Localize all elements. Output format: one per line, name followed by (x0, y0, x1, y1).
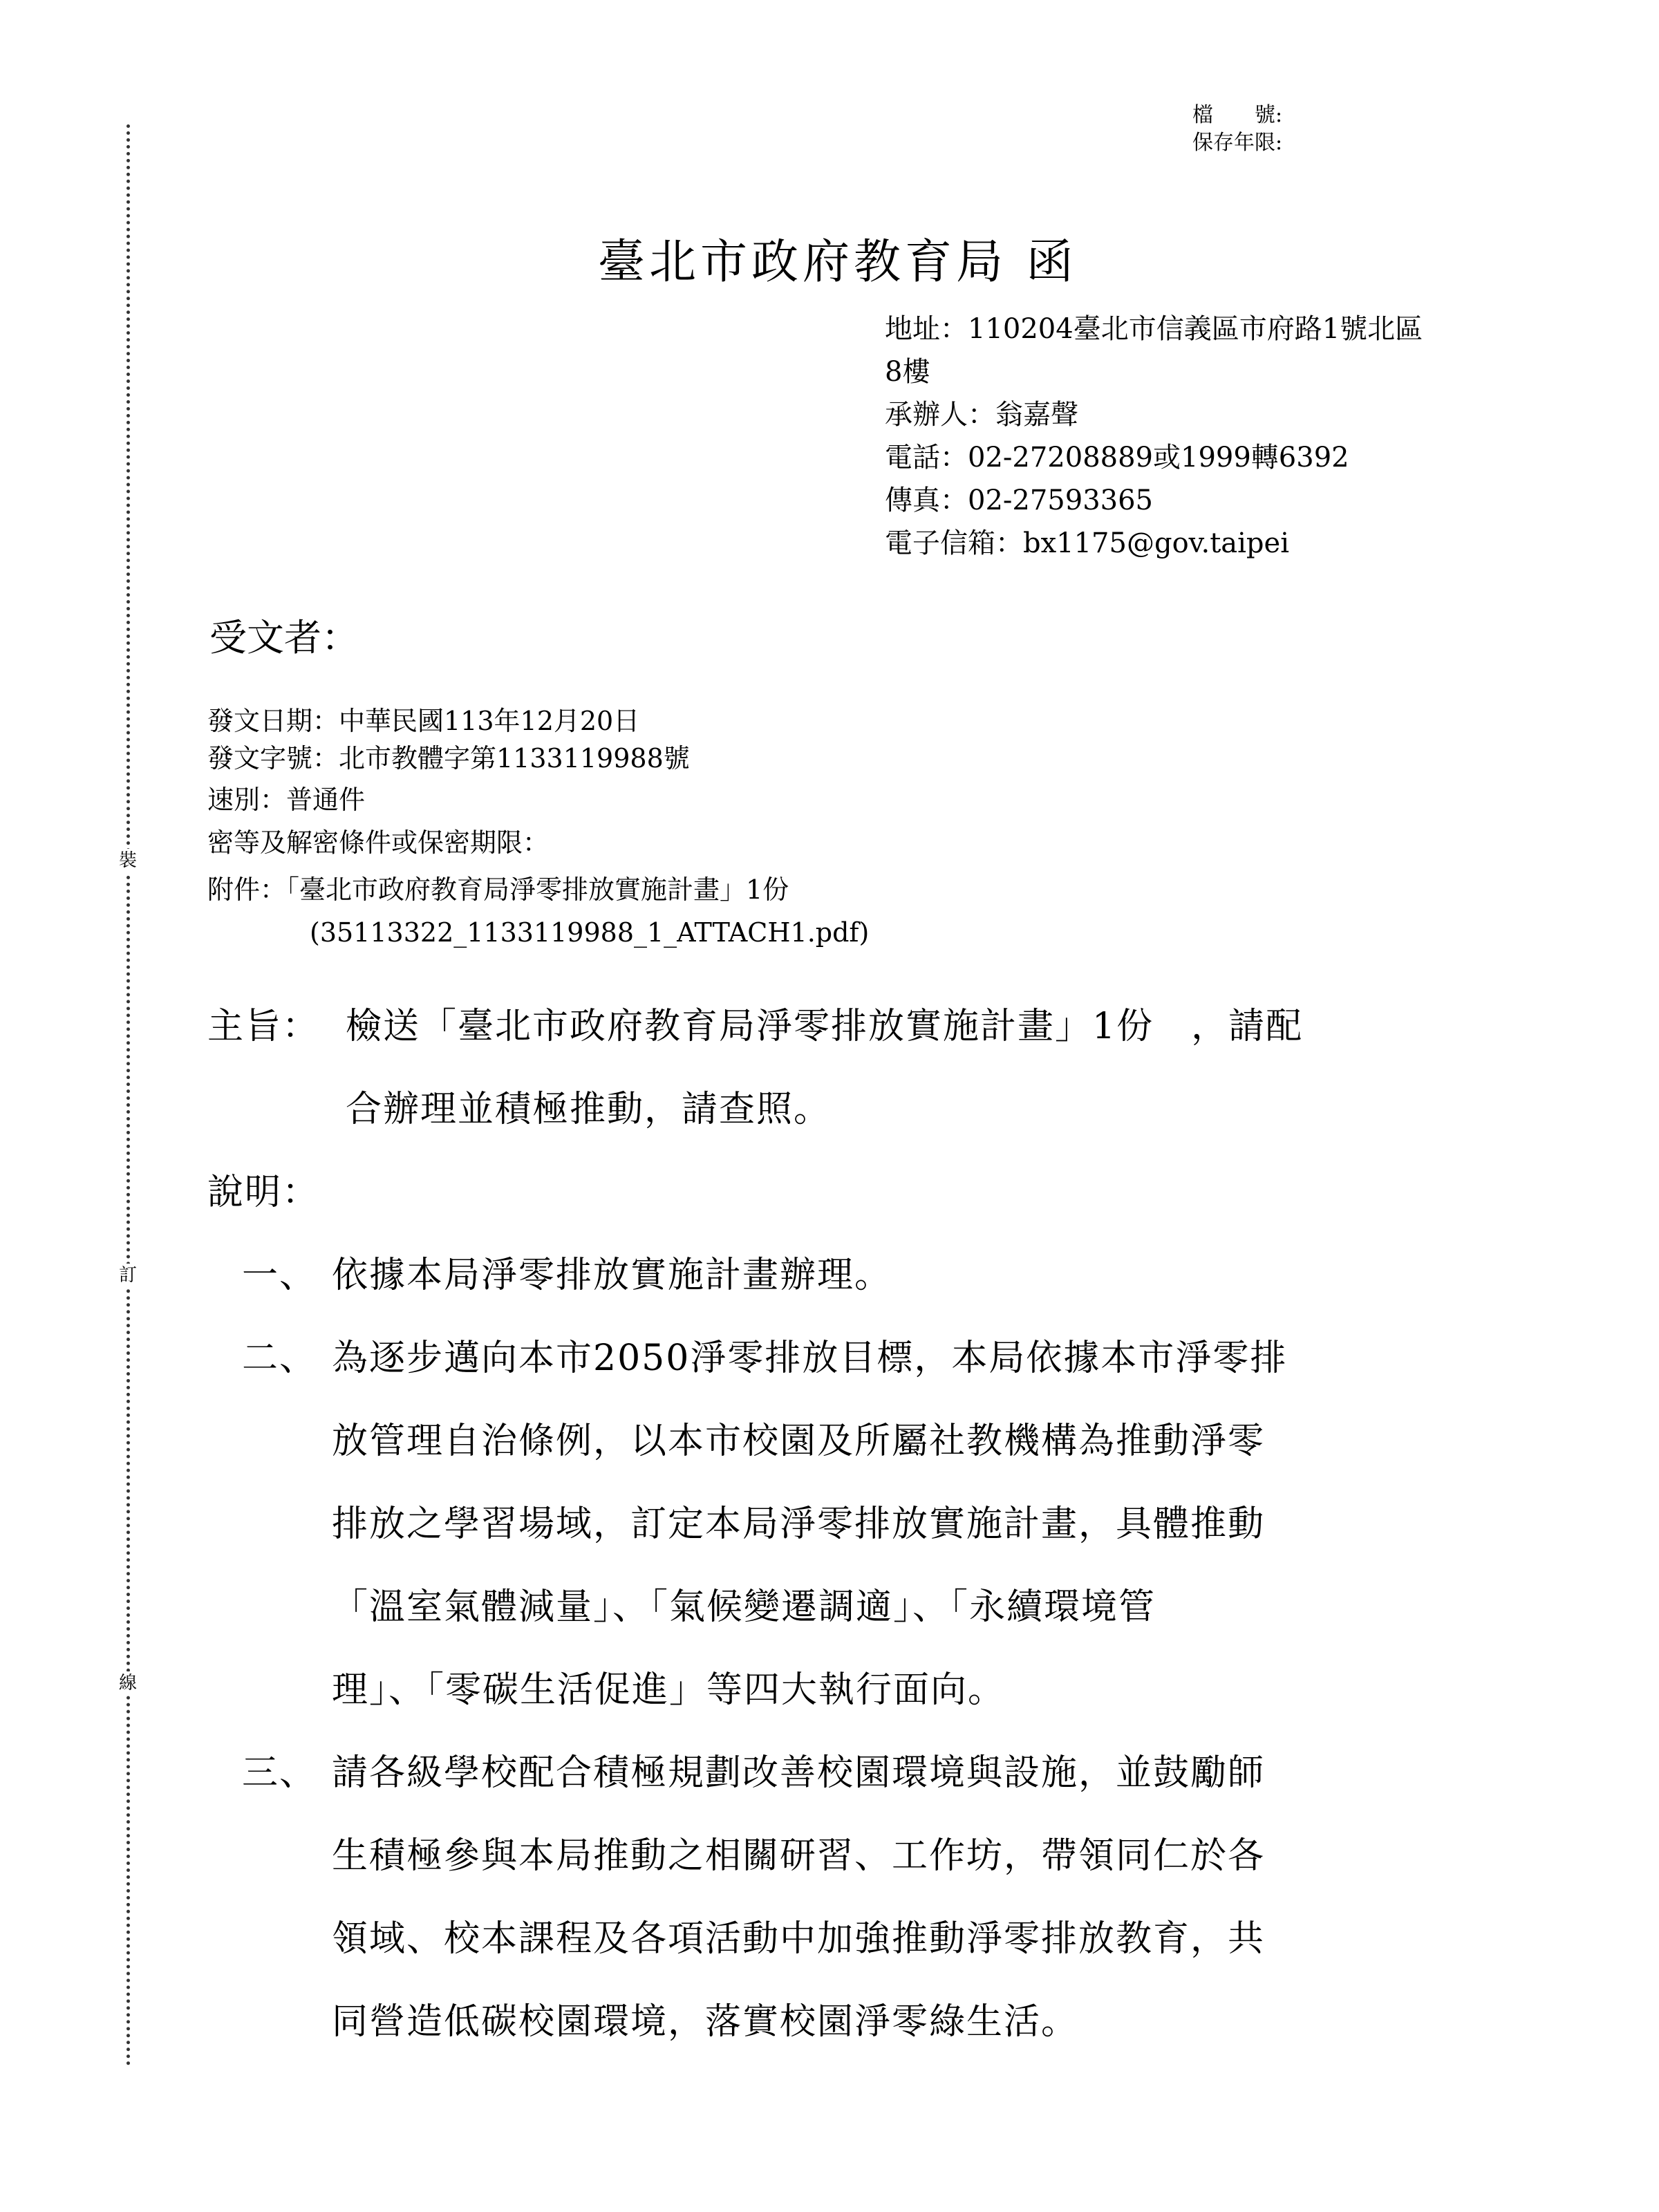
item-3-line-2: 生積極參與本局推動之相關研習、工作坊，帶領同仁於各 (332, 1835, 1266, 1877)
attachment-filename: (35113322_1133119988_1_ATTACH1.pdf) (310, 917, 870, 948)
document-number: 發文字號：北市教體字第1133119988號 (207, 743, 690, 774)
address-line-1: 地址：110204臺北市信義區市府路1號北區 (885, 313, 1423, 345)
address-line-2: 8樓 (885, 356, 930, 388)
fax-number: 傳真：02-27593365 (885, 485, 1154, 516)
item-number-1: 一、 (242, 1255, 317, 1296)
item-3-line-4: 同營造低碳校園環境，落實校園淨零綠生活。 (332, 2001, 1079, 2043)
email-address: 電子信箱：bx1175@gov.taipei (885, 527, 1289, 559)
explanation-label: 說明： (207, 1172, 320, 1213)
item-3-line-3: 領域、校本課程及各項活動中加強推動淨零排放教育，共 (332, 1918, 1266, 1960)
issue-date: 發文日期：中華民國113年12月20日 (207, 706, 640, 736)
retention-period-label: 保存年限: (1192, 131, 1283, 155)
item-2-line-2: 放管理自治條例，以本市校園及所屬社教機構為推動淨零 (332, 1421, 1266, 1462)
receiver-label: 受文者： (209, 616, 359, 659)
handler-name: 承辦人：翁嘉聲 (885, 399, 1078, 431)
binding-mark-zhuang: 裝 (116, 849, 140, 872)
subject-line-1: 檢送「臺北市政府教育局淨零排放實施計畫」1份 ，請配 (346, 1006, 1304, 1047)
item-2-line-4: 「溫室氣體減量」、「氣候變遷調適」、「永續環境管 (332, 1586, 1156, 1628)
document-title: 臺北市政府教育局 函 (598, 235, 1078, 290)
item-2-line-5: 理」、「零碳生活促進」等四大執行面向。 (332, 1669, 1006, 1711)
attachment-description: 附件：「臺北市政府教育局淨零排放實施計畫」1份 (207, 874, 789, 905)
subject-line-2: 合辦理並積極推動，請查照。 (346, 1089, 832, 1130)
phone-number: 電話：02-27208889或1999轉6392 (885, 442, 1349, 474)
file-number-label: 檔 號: (1192, 103, 1283, 127)
item-3-line-1: 請各級學校配合積極規劃改善校園環境與設施，並鼓勵師 (332, 1752, 1266, 1794)
binding-mark-ding: 訂 (116, 1264, 140, 1287)
binding-dotted-line (126, 124, 130, 2067)
item-1-line-1: 依據本局淨零排放實施計畫辦理。 (332, 1255, 892, 1296)
item-number-3: 三、 (242, 1752, 317, 1794)
item-2-line-3: 排放之學習場域，訂定本局淨零排放實施計畫，具體推動 (332, 1503, 1266, 1545)
secrecy-level: 密等及解密條件或保密期限： (207, 827, 550, 858)
item-2-line-1: 為逐步邁向本市2050淨零排放目標，本局依據本市淨零排 (332, 1338, 1288, 1379)
binding-mark-xian: 線 (116, 1671, 140, 1695)
delivery-speed: 速別：普通件 (207, 785, 366, 815)
subject-label: 主旨： (207, 1006, 320, 1047)
item-number-2: 二、 (242, 1338, 317, 1379)
